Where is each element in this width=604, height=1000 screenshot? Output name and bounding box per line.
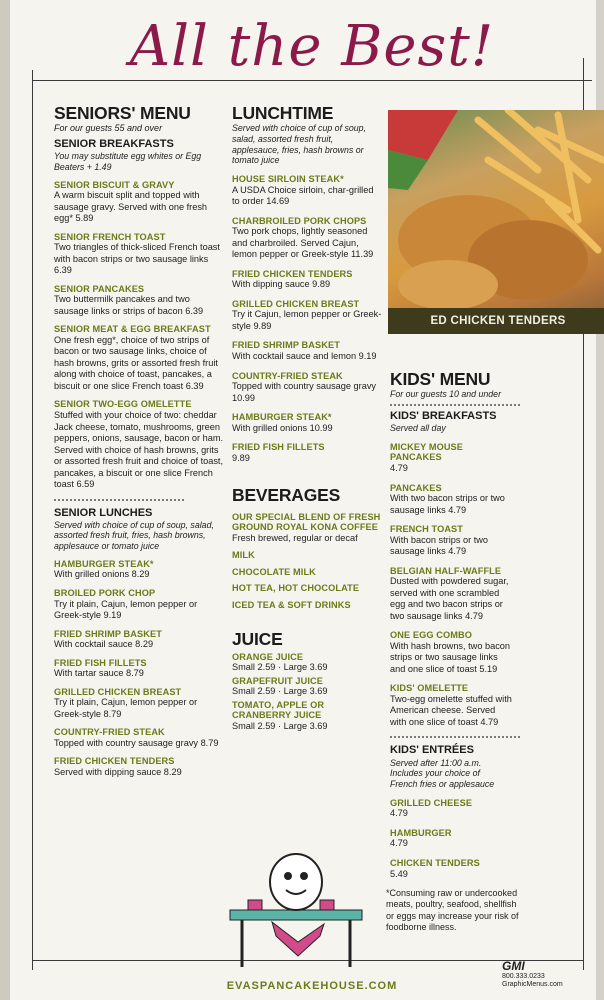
senior-lunches-note: Served with choice of cup of soup, salad, assorted fresh fruit, fries, hash browns, applesauce or tomato juice [54,519,214,552]
menu-item-description: Two pork chops, lightly seasoned and charbroiled. Served Cajun, lemon pepper or Greek-style 11.39 [232,226,374,260]
menu-item-description: Topped with country sausage gravy 10.99 [232,381,377,403]
menu-item [232,269,382,291]
seniors-subtitle: For our guests 55 and over [54,123,163,134]
menu-item [232,550,382,561]
menu-item [232,442,382,464]
menu-item-name: SENIOR PANCAKES [54,283,145,294]
menu-item-name: FRIED FISH FILLETS [54,657,147,668]
menu-item [390,524,512,558]
kids-entree-list [390,798,500,880]
lunchtime-list [232,174,382,464]
menu-item-description: Try it plain, Cajun, lemon pepper or Greek-style 8.79 [54,697,198,719]
menu-item [390,566,512,623]
menu-item-description: 5.49 [390,868,408,879]
beverages-list [232,512,382,611]
menu-item-name: ORANGE JUICE [232,651,304,662]
menu-item [390,442,512,475]
page-title: All the Best! [129,14,495,79]
menu-item-name: TOMATO, APPLE OR CRANBERRY JUICE [232,699,325,721]
menu-item [232,652,382,674]
menu-item [54,588,226,622]
menu-item-name: KIDS' OMELETTE [390,683,469,694]
menu-item-description: With tartar sauce 8.79 [54,668,144,679]
menu-item-name: SENIOR MEAT & EGG BREAKFAST [54,324,211,335]
menu-item [232,676,382,698]
menu-item [390,483,512,517]
menu-item-description: One fresh egg*, choice of two strips of bacon or two sausage links, choice of hash browns, grits or assorted fresh fruit along with choice of toast, pancakes, a biscuit or one slice French toast 6.39 [54,334,218,391]
kids-entrees-heading: KIDS' ENTRÉES [390,744,474,757]
menu-item-name: BROILED PORK CHOP [54,587,156,598]
menu-item-name: CHICKEN TENDERS [390,857,480,868]
menu-item-name: PANCAKES [390,482,442,493]
senior-breakfast-list [54,180,226,491]
menu-item [390,630,512,675]
menu-item [232,299,382,333]
menu-item [54,559,226,581]
lunchtime-title: LUNCHTIME [232,103,334,123]
kids-column [382,370,582,880]
photo-caption: ED CHICKEN TENDERS [388,308,604,334]
menu-item-description: 4.79 [390,463,408,474]
menu-item [54,284,226,318]
menu-item-name: COUNTRY-FRIED STEAK [232,370,343,381]
menu-item [54,399,226,490]
tender-3 [398,260,498,310]
menu-item-description: Two triangles of thick-sliced French toast with bacon strips or two sausage links 6.39 [54,242,220,276]
menu-item [54,756,226,778]
kids-subtitle: For our guests 10 and under [390,389,502,400]
health-warning: *Consuming raw or undercooked meats, poultry, seafood, shellfish or eggs may increase your risk of foodborne illness. [386,888,519,932]
lunchtime-subtitle: Served with choice of cup of soup, salad, assorted fresh fruit, applesauce, fries, hash browns or tomato juice [232,123,366,166]
menu-item-description: Two-egg omelette stuffed with American cheese. Served with one slice of toast 4.79 [390,693,512,727]
menu-item-description: With hash browns, two bacon strips or two sausage links and one slice of toast 5.19 [390,640,511,674]
menu-item-description: With two bacon strips or two sausage links 4.79 [390,493,505,515]
website-link[interactable]: EVASPANCAKEHOUSE.COM [226,980,398,992]
menu-item [390,858,500,880]
menu-item-name: FRIED SHRIMP BASKET [232,340,340,351]
menu-item-description: Topped with country sausage gravy 8.79 [54,737,219,748]
menu-item-name: SENIOR TWO-EGG OMELETTE [54,399,192,410]
menu-item-description: Two buttermilk pancakes and two sausage links or strips of bacon 6.39 [54,294,204,316]
dotted-divider [54,499,184,501]
menu-item-name: HOT TEA, HOT CHOCOLATE [232,583,360,594]
menu-item-name: SENIOR FRENCH TOAST [54,231,166,242]
menu-item-description: Fresh brewed, regular or decaf [232,532,358,543]
menu-item [232,216,382,261]
menu-item-description: With dipping sauce 9.89 [232,279,331,290]
menu-item-description: Dusted with powdered sugar, served with one scrambled egg and two bacon strips or two sausage links 4.79 [390,576,509,621]
pancake-mascot-icon [228,852,368,972]
menu-item [54,687,226,721]
menu-item-name: ICED TEA & SOFT DRINKS [232,599,351,610]
menu-item-description: With grilled onions 10.99 [232,422,333,433]
menu-item [232,700,382,733]
menu-item [232,567,382,578]
menu-item-description: Try it Cajun, lemon pepper or Greek-style 9.89 [232,309,382,331]
menu-item-description: Small 2.59 · Large 3.69 [232,662,328,673]
kids-breakfast-list [390,442,512,729]
menu-item-name: CHOCOLATE MILK [232,566,316,577]
watermelon-slice [388,110,458,160]
menu-item-name: MICKEY MOUSE PANCAKES [390,441,464,463]
menu-item-name: FRIED CHICKEN TENDERS [54,756,175,767]
seniors-column [54,104,226,778]
senior-lunches-heading: SENIOR LUNCHES [54,506,153,519]
menu-item-description: 4.79 [390,808,408,819]
menu-item-description: Small 2.59 · Large 3.69 [232,721,328,732]
dotted-divider [390,404,520,406]
menu-item [390,828,500,850]
menu-item-name: SENIOR BISCUIT & GRAVY [54,179,175,190]
menu-item [54,727,226,749]
seniors-title: SENIORS' MENU [54,103,191,123]
menu-item [54,180,226,225]
menu-item-name: BELGIAN HALF-WAFFLE [390,565,502,576]
kids-breakfasts-heading: KIDS' BREAKFASTS [390,409,497,422]
menu-item-name: HAMBURGER STEAK* [232,412,332,423]
juice-list [232,652,382,733]
chicken-tenders-photo [388,110,604,334]
menu-item-name: FRENCH TOAST [390,524,463,535]
menu-item [232,412,382,434]
senior-breakfasts-heading: SENIOR BREAKFASTS [54,138,174,151]
menu-item-name: GRILLED CHICKEN BREAST [54,686,182,697]
senior-lunch-list [54,559,226,779]
menu-item-name: FRIED SHRIMP BASKET [54,628,162,639]
menu-item-description: A USDA Choice sirloin, char-grilled to order 14.69 [232,184,374,207]
menu-item-description: 4.79 [390,838,408,849]
divider-top [32,80,592,81]
menu-item [232,174,382,208]
menu-item [390,683,512,728]
lunchtime-column [232,104,382,733]
menu-item-description: Try it plain, Cajun, lemon pepper or Greek-style 9.19 [54,598,198,621]
menu-item-name: ONE EGG COMBO [390,630,472,641]
kids-entrees-note: Served after 11:00 a.m. Includes your choice of French fries or applesauce [390,757,495,790]
menu-item-name: GRAPEFRUIT JUICE [232,675,323,686]
menu-item-name: GRILLED CHEESE [390,797,473,808]
menu-item-name: HAMBURGER STEAK* [54,558,154,569]
kids-title: KIDS' MENU [390,369,491,389]
menu-item-name: MILK [232,550,255,561]
gmi-phone: 800.333.0233 [502,973,545,981]
menu-item [54,232,226,277]
menu-item [54,324,226,392]
food-illustration [388,110,604,334]
menu-item [232,600,382,611]
menu-item [54,629,226,651]
beverages-title: BEVERAGES [232,485,341,506]
menu-item-description: With cocktail sauce 8.29 [54,639,154,650]
menu-item-name: OUR SPECIAL BLEND OF FRESH GROUND ROYAL KONA COFFEE [232,511,381,533]
gmi-site: GraphicMenus.com [502,980,563,988]
menu-item-name: FRIED FISH FILLETS [232,442,325,453]
menu-item-name: CHARBROILED PORK CHOPS [232,215,367,226]
divider-left [32,70,33,970]
gmi-logo-text: GMI [502,959,525,973]
menu-item [390,798,500,820]
dotted-divider [390,736,520,738]
menu-item-description: With cocktail sauce and lemon 9.19 [232,351,377,362]
menu-item-description: With bacon strips or two sausage links 4.79 [390,534,489,557]
menu-item-name: COUNTRY-FRIED STEAK [54,727,165,738]
menu-item-name: HAMBURGER [390,827,452,838]
menu-item-description: Served with dipping sauce 8.29 [54,766,182,777]
menu-item-description: Small 2.59 · Large 3.69 [232,686,328,697]
kids-breakfasts-note: Served all day [390,423,446,434]
menu-item-description: Stuffed with your choice of two: cheddar Jack cheese, tomato, mushrooms, green peppers, onions, sausage, bacon or ham. Served with choice of hash browns, grits or assorted fresh fruit and choice of toast, pancakes, a biscuit or one slice French toast 6.59 [54,410,224,490]
juice-title: JUICE [232,629,283,650]
menu-item-description: 9.89 [232,452,250,463]
menu-item [232,371,382,405]
menu-item-name: GRILLED CHICKEN BREAST [232,298,360,309]
menu-item-description: A warm biscuit split and topped with sausage gravy. Served with one fresh egg* 5.89 [54,190,208,224]
menu-item-name: HOUSE SIRLOIN STEAK* [232,174,344,185]
menu-item [54,658,226,680]
menu-item-description: With grilled onions 8.29 [54,569,150,580]
menu-item [232,512,382,545]
menu-item-name: FRIED CHICKEN TENDERS [232,268,353,279]
menu-item [232,340,382,362]
senior-breakfasts-note: You may substitute egg whites or Egg Beaters + 1.49 [54,151,202,172]
menu-item [232,583,382,594]
